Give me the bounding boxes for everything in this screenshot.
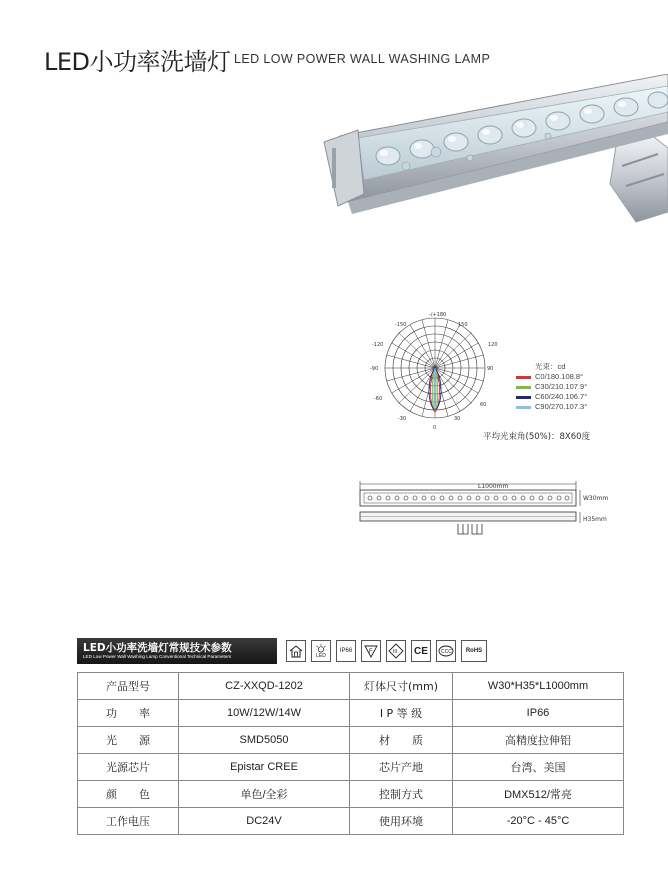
table-row — [78, 700, 624, 727]
legend-swatch — [516, 396, 531, 399]
spec-key: 光 源 — [78, 727, 179, 754]
spec-key: 灯体尺寸(mm) — [350, 673, 453, 700]
legend-label: C60/240.106.7° — [535, 392, 588, 401]
table-row — [78, 727, 624, 754]
angle-label: -60 — [374, 396, 383, 402]
polar-legend — [516, 362, 587, 412]
spec-key: 工作电压 — [78, 808, 179, 835]
table-row — [78, 754, 624, 781]
angle-label-top: -/+180 — [429, 312, 447, 318]
page-subtitle: LED LOW POWER WALL WASHING LAMP — [234, 52, 491, 66]
legend-title: 光束：cd — [535, 362, 566, 371]
legend-item — [516, 372, 587, 382]
class3-label: III — [393, 649, 398, 655]
table-row — [78, 673, 624, 700]
table-row — [78, 781, 624, 808]
angle-label: 0 — [433, 425, 437, 431]
angle-label: 150 — [458, 322, 468, 328]
certification-icons — [286, 640, 487, 662]
rohs-mark: RoHS — [461, 640, 487, 662]
legend-item — [516, 382, 587, 392]
spec-key: 芯片产地 — [350, 754, 453, 781]
spec-value: -20°C - 45°C — [453, 808, 624, 835]
angle-label: -90 — [370, 366, 379, 372]
spec-value: W30*H35*L1000mm — [453, 673, 624, 700]
spec-value: CZ-XXQD-1202 — [179, 673, 350, 700]
legend-label: C0/180.108.8° — [535, 372, 584, 381]
spec-key: 材 质 — [350, 727, 453, 754]
spec-value: DC24V — [179, 808, 350, 835]
dimension-drawing — [350, 478, 640, 544]
spec-value: 单色/全彩 — [179, 781, 350, 808]
spec-table — [77, 672, 624, 835]
height-label: H35mm — [583, 516, 607, 523]
spec-value: 10W/12W/14W — [179, 700, 350, 727]
legend-label: C30/210.107.9° — [535, 382, 588, 391]
spec-key: 功 率 — [78, 700, 179, 727]
legend-swatch — [516, 406, 531, 409]
spec-key: 使用环境 — [350, 808, 453, 835]
tech-params-title: LED小功率洗墙灯常规技术参数 — [83, 642, 232, 654]
spec-key: 产品型号 — [78, 673, 179, 700]
spec-key: 光源芯片 — [78, 754, 179, 781]
angle-label: -120 — [372, 342, 384, 348]
ccc-mark — [436, 640, 456, 662]
angle-label: -30 — [398, 416, 407, 422]
table-row — [78, 808, 624, 835]
ccc-label: CCC — [441, 649, 452, 655]
spec-value: DMX512/常亮 — [453, 781, 624, 808]
spec-key: I P 等 级 — [350, 700, 453, 727]
ce-mark: CE — [411, 640, 431, 662]
wall-washer-photo — [318, 74, 668, 234]
indoor-outdoor-icon — [286, 640, 306, 662]
length-label: L1000mm — [478, 483, 509, 490]
legend-item — [516, 402, 587, 412]
width-label: W30mm — [583, 495, 609, 502]
tech-params-subtitle: LED Low Power Wall Washing Lamp Conventional Technical Parameters — [83, 654, 232, 659]
legend-item — [516, 392, 587, 402]
spec-key: 控制方式 — [350, 781, 453, 808]
led-icon — [311, 640, 331, 662]
spec-value: IP66 — [453, 700, 624, 727]
angle-label: 90 — [487, 366, 494, 372]
tech-params-header — [77, 638, 277, 664]
spec-value: Epistar CREE — [179, 754, 350, 781]
spec-key: 颜 色 — [78, 781, 179, 808]
spec-value: 高精度拉伸铝 — [453, 727, 624, 754]
beam-angle-note: 平均光束角(50%)：8X60度 — [483, 432, 591, 442]
led-label: LED — [316, 652, 326, 659]
f-mark-label: F — [369, 649, 373, 655]
legend-swatch — [516, 386, 531, 389]
legend-label: C90/270.107.3° — [535, 402, 588, 411]
spec-value: SMD5050 — [179, 727, 350, 754]
angle-label: 30 — [454, 416, 461, 422]
ip66-badge: IP66 — [336, 640, 356, 662]
f-mark-icon — [361, 640, 381, 662]
angle-label: 120 — [488, 342, 498, 348]
page-title: LED小功率洗墙灯 — [44, 48, 231, 76]
spec-value: 台湾、美国 — [453, 754, 624, 781]
angle-label: 60 — [480, 402, 487, 408]
polar-distribution-chart — [360, 308, 510, 438]
angle-label: -150 — [395, 322, 407, 328]
legend-swatch — [516, 376, 531, 379]
class3-icon — [386, 640, 406, 662]
